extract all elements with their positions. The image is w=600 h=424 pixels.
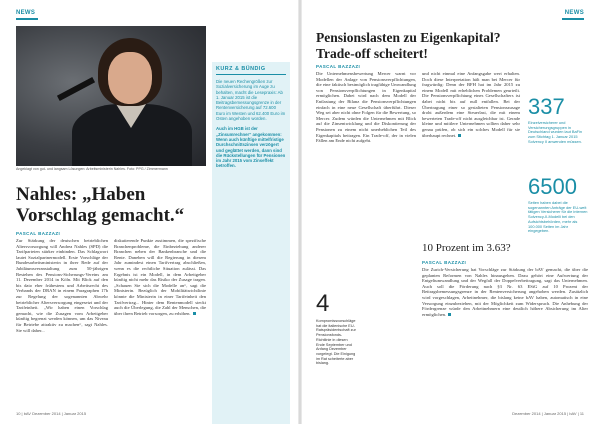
end-mark-icon [448, 313, 451, 316]
section-tab-rule-right [562, 18, 584, 20]
right-article-column-1: Die Unternehmensbewertung Mercer warnt vor Modellen der Anlage von Pensionsverpflichtungen, die eine faktisch bestmöglich tragfähige Umwandlung von Pensionsverpflichtungen in Eigenkapital ermöglichen. Dabei wird nach dem Modell der Entlastung der Bilanz die Pensionsverpflichtungen einfach in eine neue Gesellschaft überführt. Dieser Weg sei aber nicht ohne Folgen für die Bewertung, so Mercer. Zudem würden die Unternehmen mit Blick auf die Zinsentwicklung und die Diskontierung der Pensionen zu einem nicht unerheblichen Teil des Eigenkapitals beitragen. Ein Trade-off, der in vielen Fällen am Ende nicht aufgeht. [316, 71, 416, 144]
kompromiss-stat-number: 4 [316, 290, 330, 317]
stat-block [528, 176, 588, 234]
section-tab-rule [16, 18, 38, 20]
page-footer-right: Dezember 2014 | Januar 2015 | bAV | 11 [512, 411, 584, 416]
article-headline: Nahles: „Haben Vorschlag gemacht.“ [16, 184, 185, 226]
right-article-byline: PASCAL BAZZAZI [316, 64, 361, 69]
kompromiss-stat [316, 292, 356, 366]
section-tab-right: NEWS [564, 10, 584, 16]
section-tab: NEWS [16, 10, 36, 16]
second-article-byline: PASCAL BAZZAZI [422, 260, 467, 265]
figure-face-shape [108, 52, 152, 104]
photo-caption: Angeklagt von gut- und langsam Lösungen: Arbeitsministerin Nahles. Foto: PPG / Zimmermann [16, 167, 168, 171]
article-column-2-text: diskutierende Punkte zustimmen, die spezifische Branchenprobleme, die Einbeziehung anderer Branchen neben der Bankenbranche und die Rente. Daneben will die Regierung in diesem Jahr zumindest einen Tarifvertrag abschließen, wenn es die rechtliche Situation zulässt. Das Ergebnis ist ein Modell, in dem Arbeitgeber künftig nicht mehr das Risiko der Zusage tragen. „Schauen Sie sich die Modelle an“, sagt die Ministerin. Bezüglich der Mobilitätsrichtlinie könnte die Ministerin in einer Tarifeinheit den Tarifvertrag... Hinter dem Rentenmodell steckt auch die Überlegung, die Zahl der Menschen, die über ihren Betrieb vorsorgen, zu erhöhen. [114, 238, 206, 316]
sidebar-item-1: Die neuen Rechengrößen zur Sozialversicherung im Auge zu behalten, macht die Lesepraxis: Ab 1. Januar 2015 ist die Beitragsbemessungsgrenze in der Rentenversicherung auf 72.600 Euro im Westen und 62.400 Euro im Osten angehoben worden. [216, 79, 286, 122]
second-article-body [422, 267, 588, 317]
end-mark-icon [193, 312, 196, 315]
page-gutter [298, 0, 302, 424]
stat-number: 337 [528, 94, 565, 119]
kompromiss-stat-text: Kompromissvorschläge hat die italienische EU-Ratspräsidentschaft zur Pensionsfonds-Richtlinie in diesen Ende September und Anfang Dezember vorgelegt. Die Einigung im Rat scheiterte aber bislang. [316, 319, 356, 366]
sidebar-label: KURZ & BÜNDIG [216, 66, 266, 72]
sidebar-text [216, 79, 286, 169]
second-article-headline: 10 Prozent im 3.63? [422, 242, 511, 254]
article-column-1: Zur Stärkung der deutschen betrieblichen Altersvorsorgung will Andrea Nahles (SPD) die Tarifparteien stärker einbinden. Das Schlagwort lautet Sozialpartnermodell. Erste Vorschläge der Bundesarbeitsministerin in ihrer Rede auf der Jubiläumsveranstaltung zum 50-jährigen Bestehen des Pensions-Sicherungs-Vereins am 11. Dezember 2014 in Köln. Mit Blick auf den bis dato eher frühestens und Arbeitsrecht des Verbands der DRAN in einem Paragraphen 17b zur Regelung der sogenannten Abwehr betrieblicher Altersversorgung eingesetzt und der Tarifeinheit. „Wir haben einen Vorschlag gemacht, wie die Zusagen vom Arbeitgeber künftig begrenzt werden können, um das Niveau für Betriebe attraktiv zu machen“, sagt Nahles. Sie will daher... [16, 238, 108, 333]
right-article-headline: Pensionslasten zu Eigenkapital? Trade-off scheitert! [316, 30, 501, 61]
article-column-2 [114, 238, 206, 316]
sidebar-item-2: Auch im HGB ist der „Zinsumrechner“ angekommen: Wenn auch künftige mittelfristige Durchschnittszinsen verzögert und geglättet werden, dann sind die Rückstellungen für Pensionen im Jahr 2015 vom Zinseffekt betroffen. [216, 126, 286, 169]
stat-block [528, 96, 588, 145]
microphone-shape [57, 77, 95, 101]
page-footer-left: 10 | bAV Dezember 2014 | Januar 2015 [16, 411, 87, 416]
stat-text: Einzelversicherer und Versicherungsgruppen in Deutschland wurden laut BaFin zum Stichtag 1. Januar 2015 Solvency II anwenden müssen. [528, 120, 583, 144]
right-article-column-2 [422, 71, 520, 138]
sidebar-rule [216, 74, 286, 75]
end-mark-icon [458, 134, 461, 137]
right-article-column-2-text: und nicht einmal eine Anfangsgabe wert erhalten. Doch diese Interpretation hält man bei Mercer für fragwürdig: Denn der BFH hat im Jahr 2015 zu einem Modell mit erheblichen Problemen geurteilt. Die Pensionsverpflichtung eines Gesellschafters ist dabei nicht bis auf null entfallen. Bei der Übertragung einer so gestalteten Pensionszusage droht außerdem eine Steuerlast, die mit einem bewerteten Trade-off nicht ausgleichbar ist. Gerade kleine und mittlere Unternehmen sollten daher sehr genau prüfen, ob sich ein solches Modell für sie überhaupt rechnet. [422, 71, 520, 138]
article-photo [16, 26, 206, 166]
article-byline: PASCAL BAZZAZI [16, 231, 61, 236]
stat-number: 6500 [528, 174, 577, 199]
second-article-body-text: Die Zurich-Versicherung hat Vorschläge zur Stärkung der bAV gemacht, die über die geplanten Reformen von Nahles hinausgehen. Dazu gehört eine Aufwertung der Entgeltumwandlung und der Wegfall der Doppelverbeitragung, sagt das Unternehmen. Auch soll die Förderung nach §3 Nr. 63 EStG auf 10 Prozent der Beitragsbemessungsgrenze in der Rentenversicherung angehoben werden. Zusätzlich wird vorgeschlagen, Arbeitnehmer, die bislang keine bAV haben, automatisch in eine Versorgung einzubeziehen, mit der Möglichkeit zum Widerspruch. Die Anhebung der Fördergrenze würde den Arbeitnehmern eine deutlich höhere Absicherung im Alter ermöglichen. [422, 267, 588, 317]
stat-text: Seiten haben dabei die sogenannten Anträge der EU-weit tätigen Versicherer für die internen Solvency-II-Modelli bei den Aufsichtsbehörden, mehr als 100.000 Seiten im Jahr eingegeben. [528, 200, 588, 234]
